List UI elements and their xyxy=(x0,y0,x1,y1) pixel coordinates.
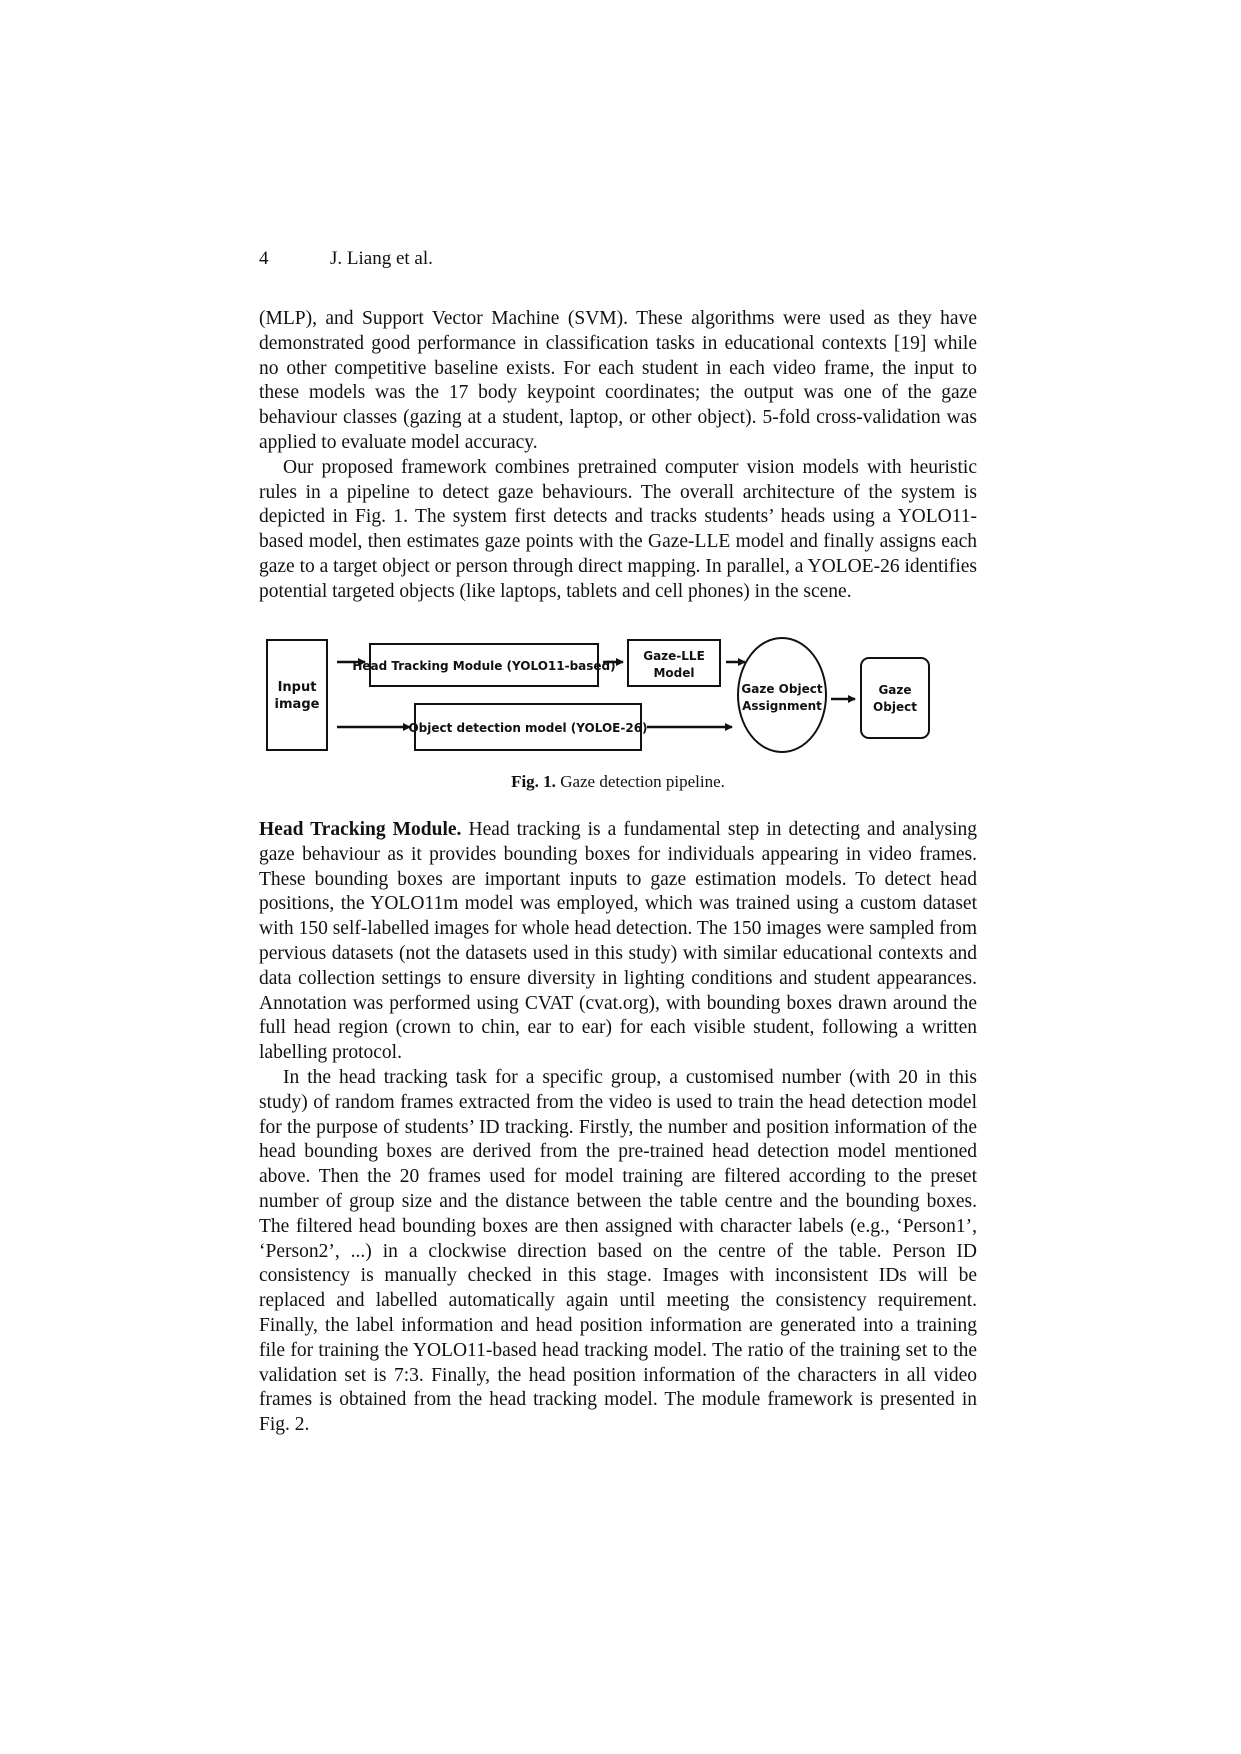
pipeline-figure xyxy=(265,636,975,756)
input-image-label-line1: Input xyxy=(277,680,317,695)
body-text-top xyxy=(259,307,977,605)
output-label-line2: Object xyxy=(873,700,917,714)
output-label-line1: Gaze xyxy=(878,683,912,697)
figure-caption-text: Gaze detection pipeline. xyxy=(555,772,725,791)
input-image-box xyxy=(267,640,327,750)
figure-caption-label: Fig. 1. xyxy=(511,772,556,791)
gaze-lle-label-line1: Gaze-LLE xyxy=(643,649,705,663)
gaze-lle-label-line2: Model xyxy=(653,666,695,680)
paragraph-framework-overview: Our proposed framework combines pretrained computer vision models with heuristic rules in a pipeline to detect gaze behaviours. The overall architecture of the system is depicted in Fig. 1. The system first detects and tracks students’ heads using a YOLO11-based model, then estimates gaze points with the Gaze-LLE model and finally assigns each gaze to a target object or person through direct mapping. In parallel, a YOLOE-26 identifies potential targeted objects (like laptops, tablets and cell phones) in the scene. xyxy=(259,456,978,602)
head-tracking-label: Head Tracking Module (YOLO11-based) xyxy=(352,659,616,673)
input-image-label-line2: image xyxy=(274,697,320,712)
assignment-label-line1: Gaze Object xyxy=(741,682,823,696)
paragraph-methods-continued: (MLP), and Support Vector Machine (SVM). These algorithms were used as they have demonstrated good performance in classification tasks in educational contexts [19] while no other competitive baseline exists. For each student in each video frame, the input to these models was the 17 body keypoint coordinates; the output was one of the gaze behaviour classes (gazing at a student, laptop, or other object). 5-fold cross-validation was applied to evaluate model accuracy. xyxy=(259,308,977,453)
object-detection-label: Object detection model (YOLOE-26) xyxy=(408,721,648,735)
section-heading: Head Tracking Module. xyxy=(259,819,462,840)
body-text-bottom xyxy=(259,818,977,1438)
running-authors: J. Liang et al. xyxy=(330,248,433,269)
paragraph-head-tracking-task: In the head tracking task for a specific group, a customised number (with 20 in this study) of random frames extracted from the video is used to train the head detection model for the purpose of students’ ID tracking. Firstly, the number and position information of the head bounding boxes are derived from the pre-trained head detection model mentioned above. Then the 20 frames used for model training are filtered according to the preset number of group size and the distance between the table centre and the bounding boxes. The filtered head bounding boxes are then assigned with character labels (e.g., ‘Person1’, ‘Person2’, ...) in a clockwise direction based on the centre of the table. Person ID consistency is manually checked in this stage. Images with inconsistent IDs will be replaced and labelled automatically again until meeting the consistency requirement. Finally, the label information and head position information are generated into a training file for training the YOLO11-based head tracking model. The ratio of the training set to the validation set is 7:3. Finally, the head position information of the characters in all video frames is obtained from the head tracking model. The module framework is presented in Fig. 2. xyxy=(259,1066,977,1436)
pipeline-diagram xyxy=(265,636,975,756)
page-number: 4 xyxy=(259,248,269,269)
paragraph-head-tracking-intro xyxy=(259,818,977,1066)
figure-caption xyxy=(259,772,977,792)
assignment-label-line2: Assignment xyxy=(742,699,822,713)
gaze-object-output-box xyxy=(861,658,929,738)
paragraph-head-tracking-text: Head tracking is a fundamental step in detecting and analysing gaze behaviour as it provides bounding boxes for individuals appearing in video frames. These bounding boxes are important inputs to gaze estimation models. To detect head positions, the YOLO11m model was employed, which was trained using a custom dataset with 150 self-labelled images for whole head detection. The 150 images were sampled from pervious datasets (not the datasets used in this study) with similar educational contexts and data collection settings to ensure diversity in lighting conditions and student appearances. Annotation was performed using CVAT (cvat.org), with bounding boxes drawn around the full head region (crown to chin, ear to ear) for each visible student, following a written labelling protocol. xyxy=(259,819,977,1064)
